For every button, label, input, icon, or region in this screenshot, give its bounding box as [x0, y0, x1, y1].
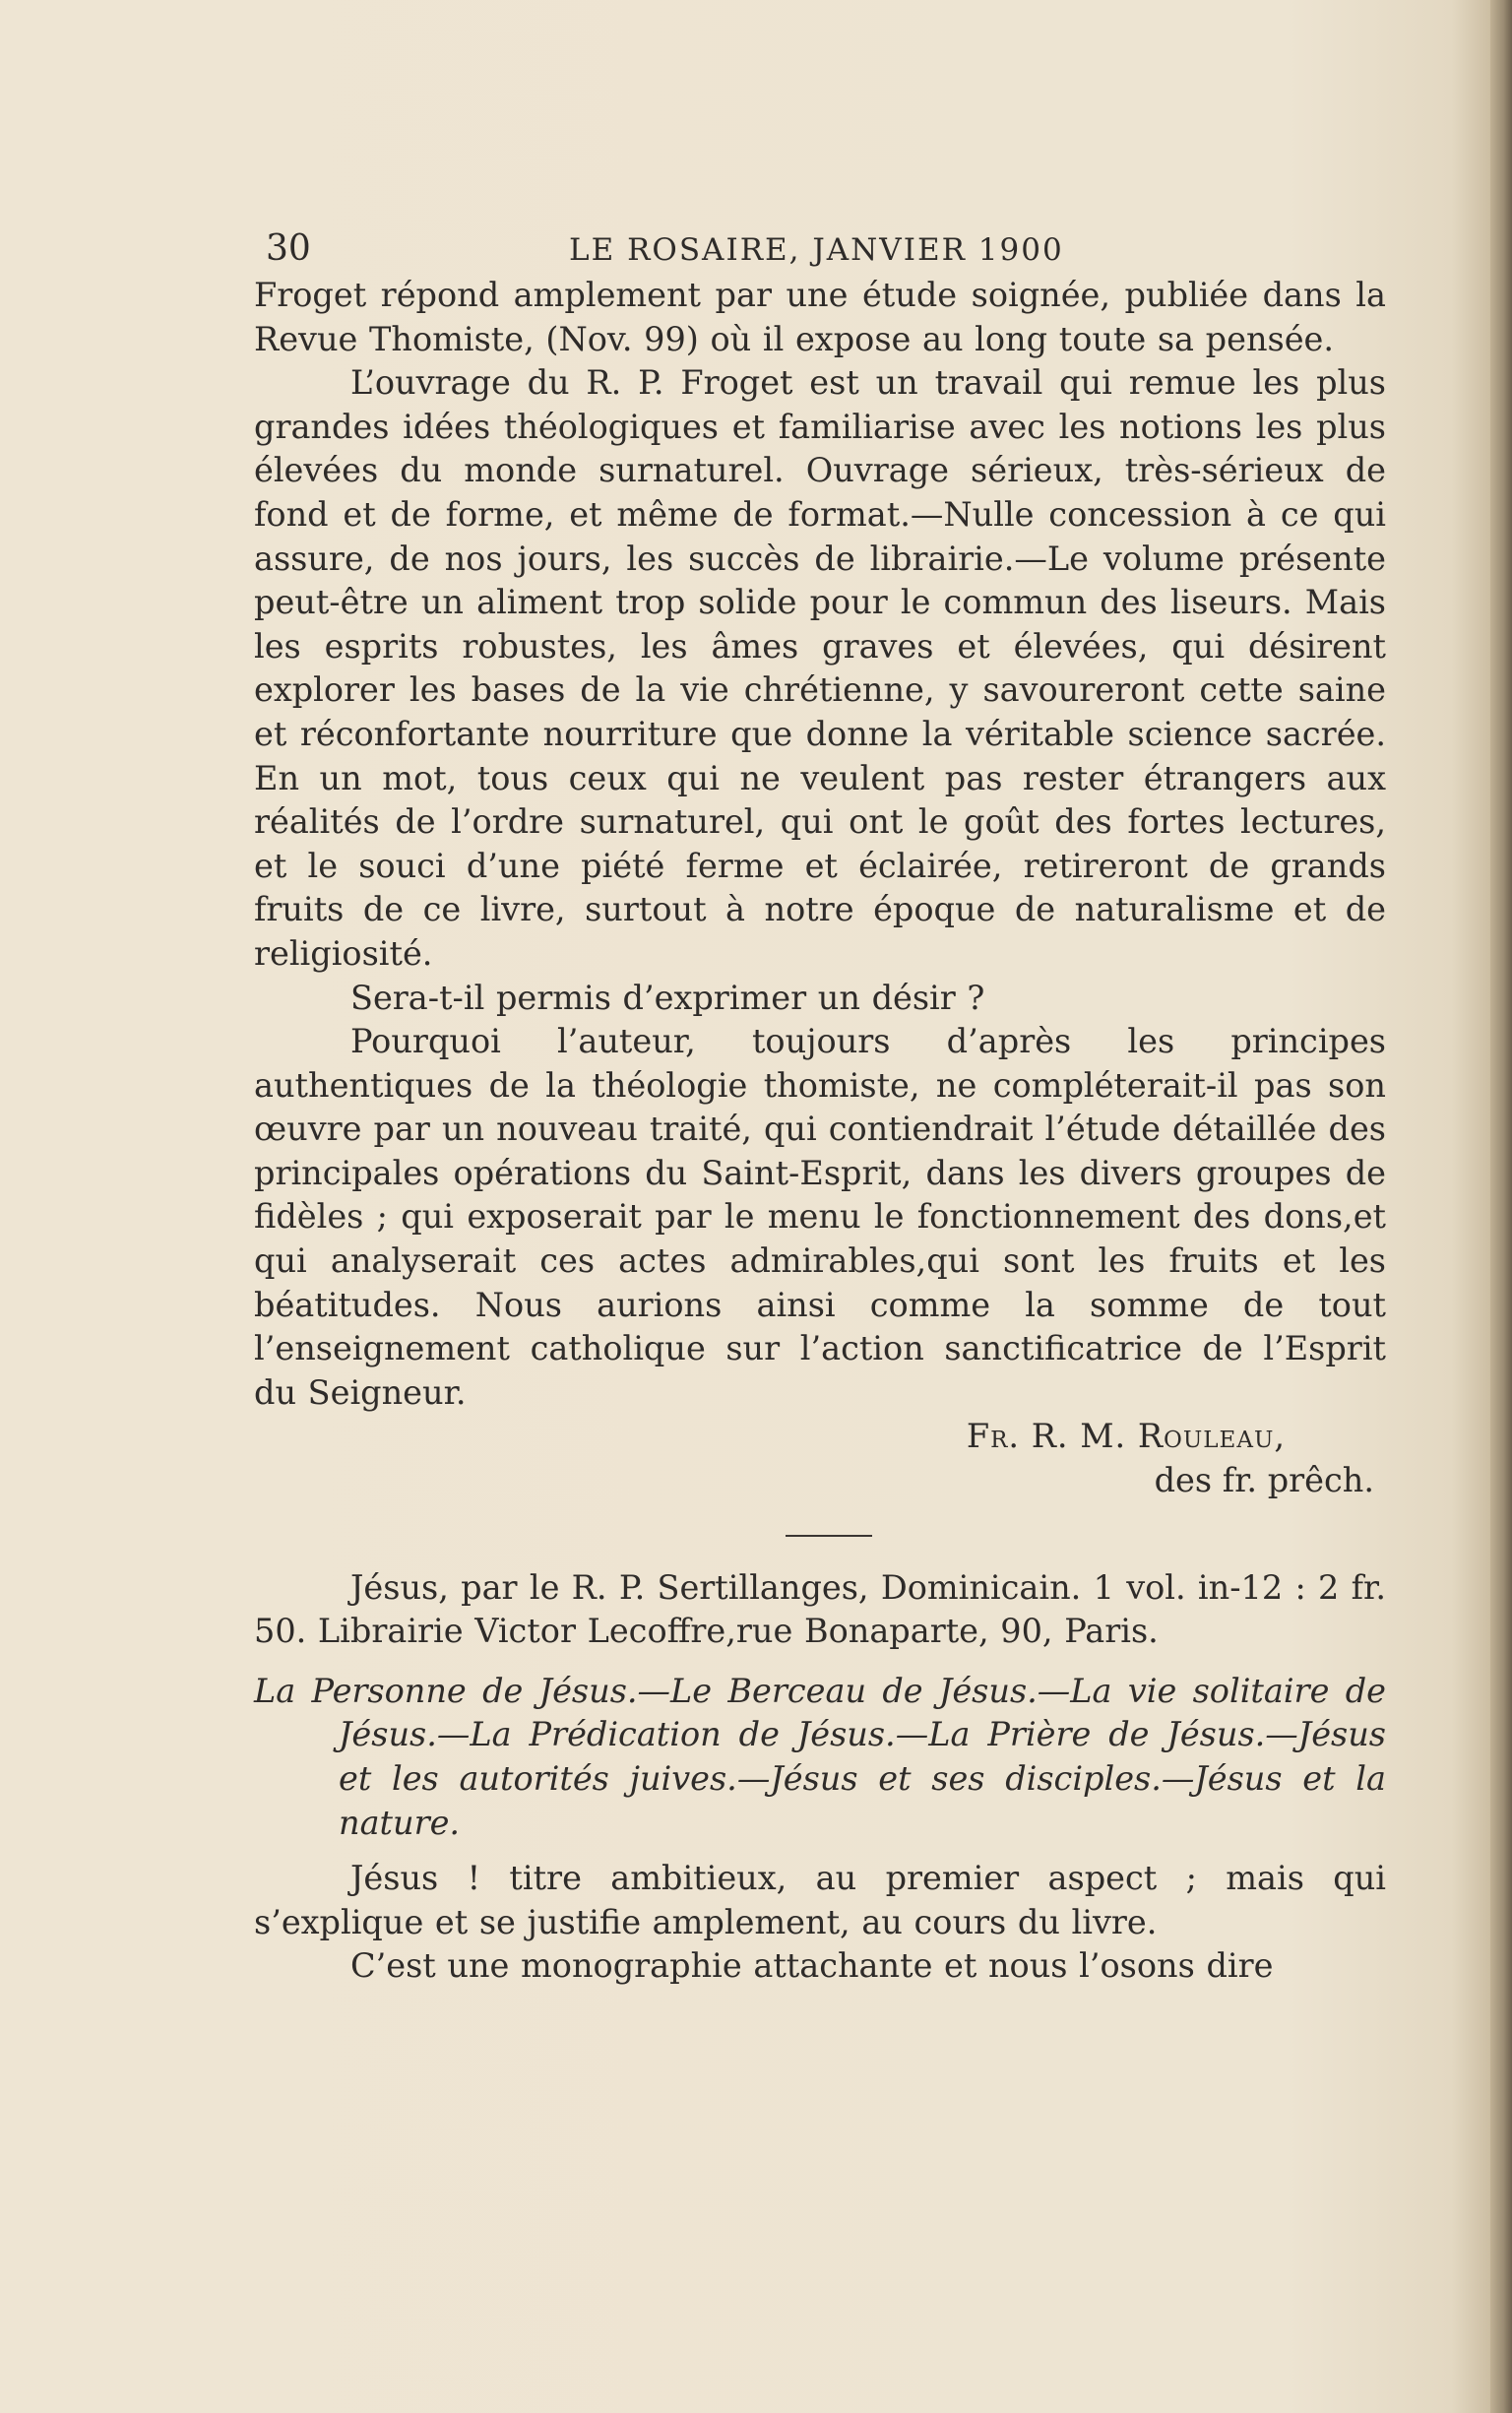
paragraph-ouvrage: L’ouvrage du R. P. Froget est un travail qui remue les plus grandes idées théologiques et familiarise avec les notions les plus élevées du monde surnaturel. Ouvrage sérieux, très-sérieux de fond et de forme, et même de format.—Nulle concession à ce qui assure, de nos jours, les succès de librairie.—Le volume présente peut-être un aliment trop solide pour le commun des liseurs. Mais les esprits robustes, les âmes graves et élevées, qui désirent explorer les bases de la vie chrétienne, y savoureront cette saine et réconfortante nourriture que donne la véritable science sacrée. En un mot, tous ceux qui ne veulent pas rester étrangers aux réalités de l’ordre surnaturel, qui ont le goût des fortes lectures, et le souci d’une piété ferme et éclairée, retireront de grands fruits de ce livre, surtout à notre époque de naturalisme et de religiosité. — [254, 363, 1386, 973]
signature-title: des fr. prêch. — [1154, 1461, 1374, 1500]
review-paragraph: C’est une monographie attachante et nous l’osons dire — [350, 1946, 1274, 1986]
paragraph-pourquoi: Pourquoi l’auteur, toujours d’après les principes authentiques de la théologie thomiste, ne compléterait-il pas son œuvre par un nouveau traité, qui contiendrait l’étude détaillée des principales opérations du Saint-Esprit, dans les divers groupes de fidèles ; qui exposerait par le menu le fonctionnement des dons,et qui analyserait ces actes admirables,qui sont les fruits et les béatitudes. Nous aurions ainsi comme la somme de tout l’enseignement catholique sur l’action sanctificatrice de l’Esprit du Seigneur. — [254, 1022, 1386, 1412]
paragraph-desir: Sera-t-il permis d’exprimer un désir ? — [350, 978, 985, 1017]
paragraph-continuation: Froget répond amplement par une étude soignée, publiée dans la Revue Thomiste, (Nov. 99) où il expose au long toute sa pensée. — [254, 276, 1386, 358]
running-title: LE ROSAIRE, JANVIER 1900 — [569, 232, 1064, 268]
review-contents: La Personne de Jésus.—Le Berceau de Jésus.—La vie solitaire de Jésus.—La Prédication de Jésus.—La Prière de Jésus.—Jésus et les autorités juives.—Jésus et ses disciples.—Jésus et la nature. — [254, 1671, 1386, 1842]
page-edge-shadow — [1490, 0, 1512, 2413]
section-divider — [786, 1535, 872, 1537]
text-block — [254, 222, 1386, 1989]
running-head — [254, 222, 1386, 274]
signature-name: Fr. R. M. Rouleau, — [966, 1417, 1286, 1456]
page-number: 30 — [266, 228, 311, 269]
review-citation: Jésus, par le R. P. Sertillanges, Dominicain. 1 vol. in-12 : 2 fr. 50. Librairie Victor Lecoffre,rue Bonaparte, 90, Paris. — [254, 1567, 1386, 1651]
review-paragraph: Jésus ! titre ambitieux, au premier aspect ; mais qui s’explique et se justifie amplement, au cours du livre. — [254, 1859, 1386, 1941]
